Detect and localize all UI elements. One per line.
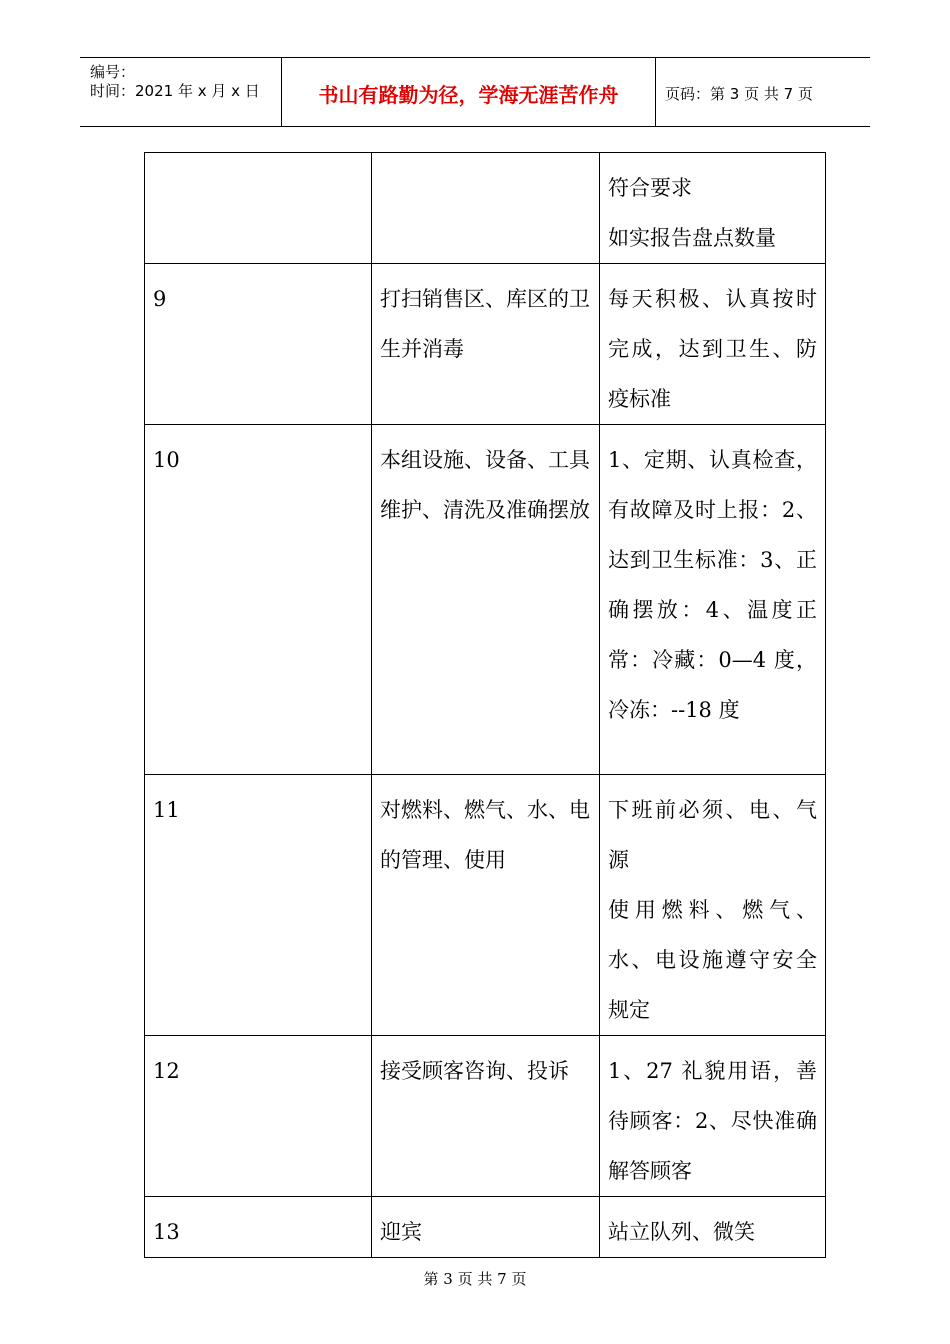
duty-table <box>144 152 826 1258</box>
standard-text: 符合要求 <box>608 176 692 200</box>
row-number-cell: 11 <box>145 775 372 1036</box>
task-cell: 迎宾 <box>372 1197 600 1258</box>
page-footer: 第 3 页 共 7 页 <box>423 1270 527 1288</box>
standard-cell <box>600 1036 826 1197</box>
standard-cell <box>600 425 826 775</box>
row-number-cell: 12 <box>145 1036 372 1197</box>
standard-text: 下班前必须、电、气源 <box>608 798 817 872</box>
table-row <box>145 153 826 264</box>
table-row <box>145 1197 826 1258</box>
task-cell: 接受顾客咨询、投诉 <box>372 1036 600 1197</box>
task-cell: 对燃料、燃气、水、电的管理、使用 <box>372 775 600 1036</box>
standard-text: 使用燃料、燃气、水、电设施遵守安全规定 <box>608 898 817 1022</box>
row-number-cell: 10 <box>145 425 372 775</box>
standard-cell <box>600 775 826 1036</box>
page-header <box>80 57 870 127</box>
row-number-cell: 9 <box>145 264 372 425</box>
header-motto: 书山有路勤为径，学海无涯苦作舟 <box>318 83 619 107</box>
document-number-label: 编号： <box>90 63 136 81</box>
table-row <box>145 1036 826 1197</box>
standard-cell <box>600 264 826 425</box>
standard-text: 如实报告盘点数量 <box>608 226 776 250</box>
standard-text: 每天积极、认真按时完成，达到卫生、防疫标准 <box>608 287 817 411</box>
row-number-cell <box>145 153 372 264</box>
table-row <box>145 264 826 425</box>
task-cell <box>372 153 600 264</box>
table-row <box>145 775 826 1036</box>
header-info-cell <box>80 58 280 126</box>
header-page-code: 页码：第 3 页 共 7 页 <box>665 85 813 103</box>
table-row <box>145 425 826 775</box>
header-motto-cell <box>281 58 656 126</box>
task-cell: 本组设施、设备、工具维护、清洗及准确摆放 <box>372 425 600 775</box>
standard-text: 1、27 礼貌用语，善待顾客：2、尽快准确解答顾客 <box>608 1059 817 1183</box>
document-date: 时间：2021 年 x 月 x 日 <box>90 82 260 100</box>
standard-text: 站立队列、微笑 <box>608 1220 755 1244</box>
standard-text: 1、定期、认真检查，有故障及时上报：2、达到卫生标准：3、正确摆放：4、温度正常：冷藏：0—4 度，冷冻：--18 度 <box>608 448 817 722</box>
duty-table-body <box>145 153 826 1258</box>
task-cell: 打扫销售区、库区的卫生并消毒 <box>372 264 600 425</box>
standard-cell <box>600 153 826 264</box>
standard-cell <box>600 1197 826 1258</box>
row-number-cell: 13 <box>145 1197 372 1258</box>
header-page-cell <box>655 58 870 126</box>
